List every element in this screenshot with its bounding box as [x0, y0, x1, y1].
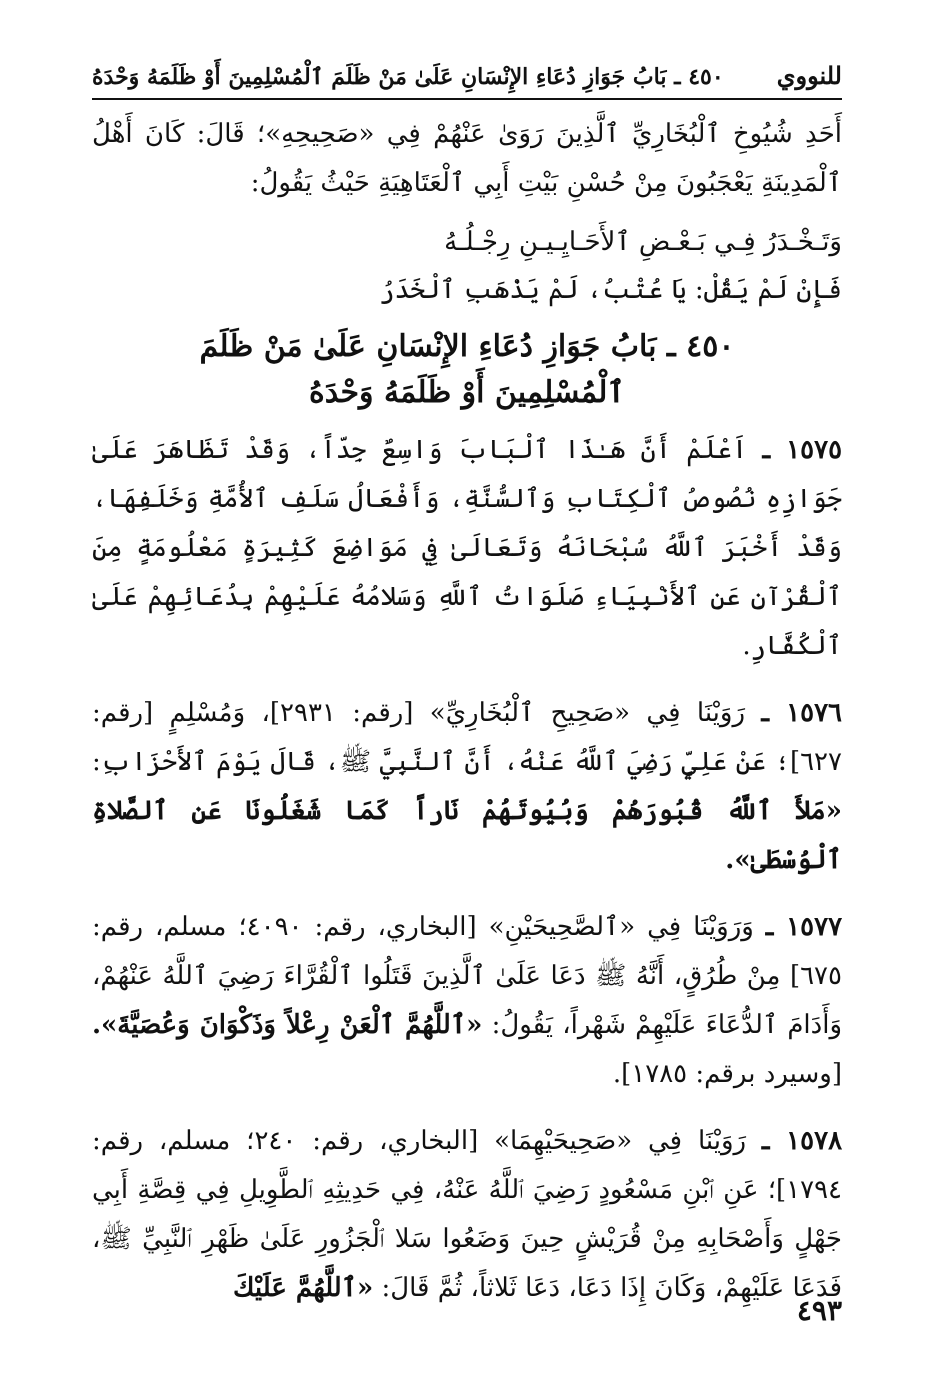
entry-text: رَوَيْنَا فِي «صَحِيحِ ٱلْبُخَارِيِّ» [رقم: ٢٩٣١]، وَمُسْلِمٍ [رقم: ٦٢٧]؛ عَنْ عَلِيٍّ رَضِيَ ٱللَّهُ عَنْهُ، أَنَّ ٱلنَّبِيَّ ﷺ، قَالَ يَوْمَ ٱلأَحْزَابِ:	[92, 698, 842, 777]
entry-1576	[92, 689, 842, 885]
chapter-heading	[92, 324, 842, 416]
header-book-name: للنووي	[776, 61, 842, 90]
entry-number: ١٥٧٨ ـ	[761, 1126, 843, 1156]
intro-paragraph: أَحَدِ شُيُوخِ ٱلْبُخَارِيِّ ٱلَّذِينَ رَوَىٰ عَنْهُمْ فِي «صَحِيحِهِ»؛ قَالَ: كَانَ أَهْلُ ٱلْمَدِينَةِ يَعْجَبُونَ مِنْ حُسْنِ بَيْتِ أَبِي ٱلْعَتَاهِيَةِ حَيْثُ يَقُولُ:	[92, 119, 842, 198]
hadith-quote: «ٱللَّهُمَّ عَلَيْكَ	[232, 1273, 374, 1303]
entry-paragraph	[92, 903, 842, 1099]
verse-line-1: وَتَـخْـدَرُ فِـي بَـعْـضِ ٱلأَحَـايِـيـنِ رِجْـلُـهُ	[444, 227, 842, 257]
verse-line-2: فَإِنْ لَمْ يَقُلْ: يَا عُتْبُ، لَمْ يَذْهَبِ ٱلْخَدَرُ	[379, 275, 842, 305]
chapter-heading-line-1: ٤٥٠ ـ بَابُ جَوَازِ دُعَاءِ الإِنْسَانِ عَلَىٰ مَنْ ظَلَمَ	[199, 329, 735, 364]
hadith-quote: «مَلأَ ٱللَّهُ قُبُورَهُمْ وَبُيُوتَهُمْ نَاراً كَمَا شَغَلُونَا عَنِ ٱلصَّلاةِ ٱلْوُسْطَىٰ».	[92, 796, 842, 875]
entry-text: وَرَوَيْنَا فِي «ٱلصَّحِيحَيْنِ» [البخاري، رقم: ٤٠٩٠؛ مسلم، رقم: ٦٧٥] مِنْ طُرُقٍ، أَنَّهُ ﷺ دَعَا عَلَىٰ ٱلَّذِينَ قَتَلُوا ٱلْقُرَّاءَ رَضِيَ ٱللَّهُ عَنْهُمْ، وَأَدَامَ ٱلدُّعَاءَ عَلَيْهِمْ شَهْراً، يَقُولُ:	[92, 912, 843, 1040]
entry-paragraph	[92, 689, 842, 885]
running-header	[92, 58, 842, 100]
entry-text: اَعْلَمْ أَنَّ هَـٰذَا ٱلْبَابَ وَاسِعٌ جِدّاً، وَقَدْ تَظَاهَرَ عَلَىٰ جَوَازِهِ نُصُوصُ ٱلْكِتَابِ وَٱلسُّنَّةِ، وَأَفْعَالُ سَلَفِ ٱلأُمَّةِ وَخَلَفِهَا، وَقَدْ أَخْبَرَ ٱللَّهُ سُبْحَانَهُ وَتَعَالَىٰ فِي مَوَاضِعَ كَثِيرَةٍ مَعْلُومَةٍ مِنَ ٱلْقُرْآنِ عَنِ ٱلأَنْبِيَاءِ صَلَوَاتُ ٱللَّهِ وَسَلامُهُ عَلَيْهِمْ بِدُعَائِهِمْ عَلَىٰ ٱلْكُفَّارِ.	[92, 435, 842, 661]
entry-1575	[92, 426, 842, 671]
poem-verse	[92, 218, 842, 314]
entry-paragraph	[92, 1117, 842, 1313]
entry-1578	[92, 1117, 842, 1313]
entry-paragraph	[92, 426, 842, 671]
chapter-heading-line-2: ٱلْمُسْلِمِينَ أَوْ ظَلَمَهُ وَحْدَهُ	[309, 375, 625, 410]
entry-number: ١٥٧٦ ـ	[761, 698, 842, 728]
page-number: ٤٩٣	[796, 1294, 842, 1327]
entry-text: رَوَيْنَا فِي «صَحِيحَيْهِمَا» [البخاري، رقم: ٢٤٠؛ مسلم، رقم: ١٧٩٤]؛ عَنِ ٱبْنِ مَسْعُودٍ رَضِيَ ٱللَّهُ عَنْهُ، فِي حَدِيثِهِ ٱلطَّوِيلِ فِي قِصَّةِ أَبِي جَهْلٍ وَأَصْحَابِهِ مِنْ قُرَيْشٍ حِينَ وَضَعُوا سَلا ٱلْجَزُورِ عَلَىٰ ظَهْرِ ٱلنَّبِيِّ ﷺ، فَدَعَا عَلَيْهِمْ، وَكَانَ إِذَا دَعَا، دَعَا ثَلاثاً، ثُمَّ قَالَ:	[92, 1126, 842, 1303]
entry-1577	[92, 903, 842, 1099]
entry-number: ١٥٧٥ ـ	[762, 435, 843, 465]
cross-reference: [وسيرد برقم: ١٧٨٥].	[612, 1059, 842, 1089]
book-page	[92, 58, 842, 1348]
entry-number: ١٥٧٧ ـ	[765, 912, 843, 942]
hadith-quote: «ٱللَّهُمَّ ٱلْعَنْ رِعْلاً وَذَكْوَانَ وَعُصَيَّةَ».	[92, 1010, 483, 1040]
header-chapter-title: ٤٥٠ ـ بَابُ جَوَازِ دُعَاءِ الإِنْسَانِ عَلَىٰ مَنْ ظَلَمَ ٱلْمُسْلِمِينَ أَوْ ظَلَمَهُ وَحْدَهُ	[92, 64, 724, 90]
